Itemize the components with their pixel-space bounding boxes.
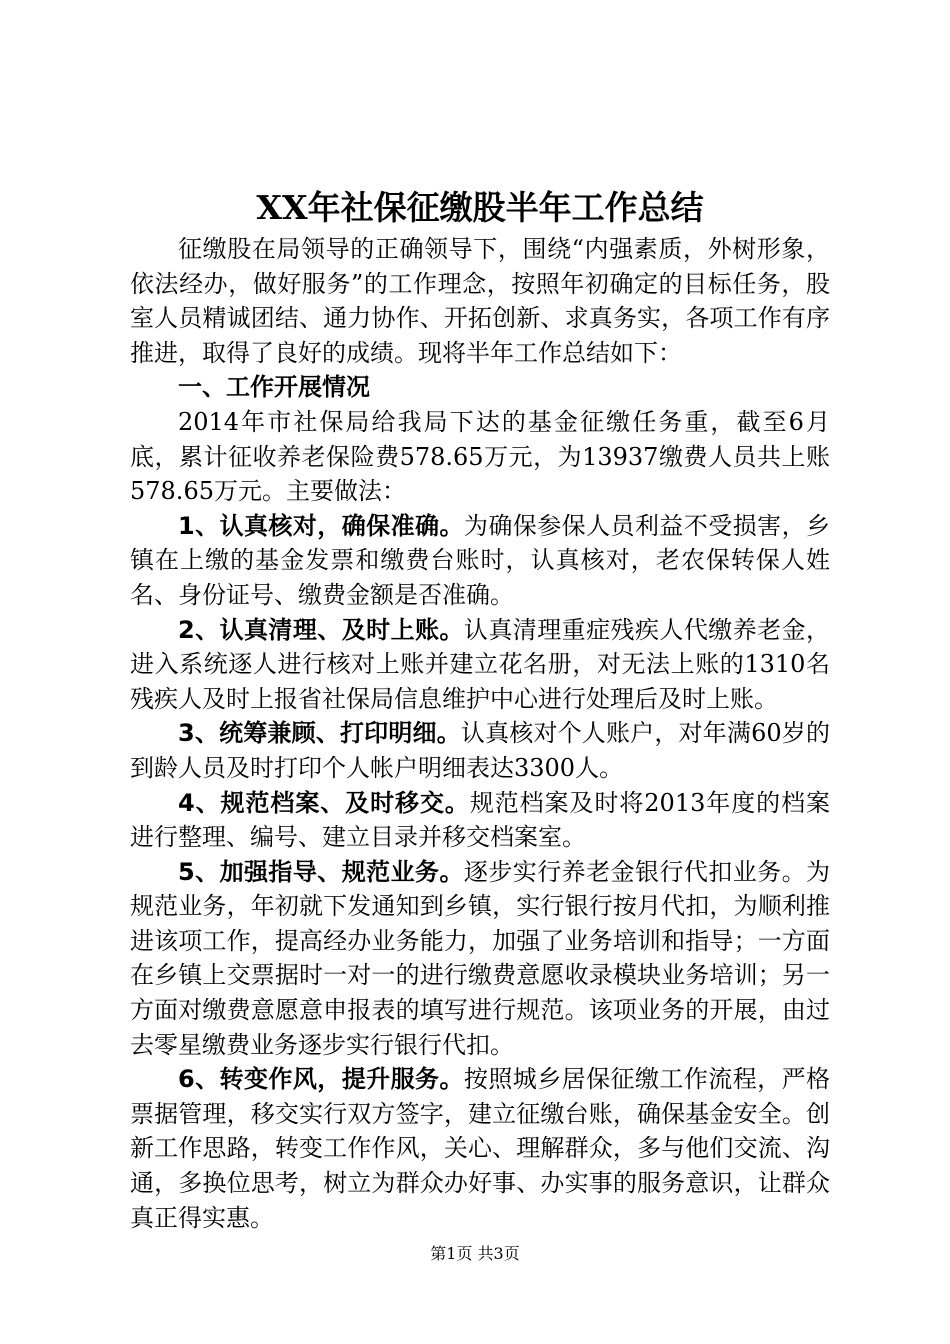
item-lead: 5、加强指导、规范业务。 xyxy=(178,857,464,886)
section-summary-paragraph: 2014年市社保局给我局下达的基金征缴任务重，截至6月底，累计征收养老保险费578.65万元，为13937缴费人员共上账578.65万元。主要做法： xyxy=(130,407,830,506)
document-title: XX年社保征缴股半年工作总结 xyxy=(256,188,704,227)
list-item xyxy=(130,716,830,785)
item-lead: 2、认真清理、及时上账。 xyxy=(178,615,464,644)
item-body: 规范档案及时将2013年度的档案进行整理、编号、建立目录并移交档案室。 xyxy=(130,788,830,852)
item-lead: 4、规范档案、及时移交。 xyxy=(178,788,470,817)
list-item xyxy=(130,786,830,855)
list-item xyxy=(130,509,830,613)
item-body: 逐步实行养老金银行代扣业务。为规范业务，年初就下发通知到乡镇，实行银行按月代扣，为顺利推进该项工作，提高经办业务能力，加强了业务培训和指导；一方面在乡镇上交票据时一对一的进行缴费意愿收录模块业务培训；另一方面对缴费意愿意申报表的填写进行规范。该项业务的开展，由过去零星缴费业务逐步实行银行代扣。 xyxy=(130,857,831,1059)
item-body: 按照城乡居保征缴工作流程，严格票据管理，移交实行双方签字，建立征缴台账，确保基金安全。创新工作思路，转变工作作风，关心、理解群众，多与他们交流、沟通，多换位思考，树立为群众办好事、办实事的服务意识，让群众真正得实惠。 xyxy=(130,1065,831,1232)
section-heading: 一、工作开展情况 xyxy=(178,373,370,402)
item-body: 为确保参保人员利益不受损害，乡镇在上缴的基金发票和缴费台账时，认真核对，老农保转保人姓名、身份证号、缴费金额是否准确。 xyxy=(130,511,831,609)
item-lead: 6、转变作风，提升服务。 xyxy=(178,1065,464,1094)
list-item xyxy=(130,1062,830,1235)
list-item xyxy=(130,855,830,1063)
document-body xyxy=(130,186,830,1235)
page-number-footer: 第1页 共3页 xyxy=(430,1244,520,1263)
item-lead: 1、认真核对，确保准确。 xyxy=(178,511,464,540)
item-body: 认真核对个人账户，对年满60岁的到龄人员及时打印个人帐户明细表达3300人。 xyxy=(130,719,830,782)
list-item xyxy=(130,613,830,717)
item-body: 认真清理重症残疾人代缴养老金，进入系统逐人进行核对上账并建立花名册，对无法上账的1310名残疾人及时上报省社保局信息维护中心进行处理后及时上账。 xyxy=(130,615,831,713)
item-lead: 3、统筹兼顾、打印明细。 xyxy=(178,719,461,748)
intro-paragraph: 征缴股在局领导的正确领导下，围绕“内强素质，外树形象，依法经办，做好服务”的工作理念，按照年初确定的目标任务，股室人员精诚团结、通力协作、开拓创新、求真务实，各项工作有序推进，取得了良好的成绩。现将半年工作总结如下： xyxy=(130,235,830,367)
